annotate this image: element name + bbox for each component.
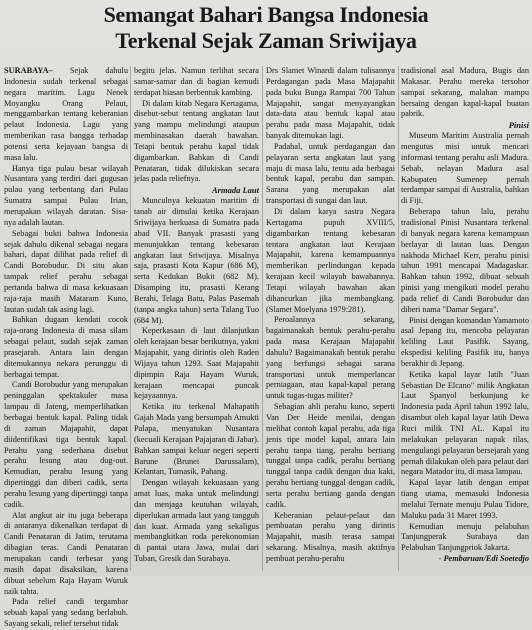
paragraph: Bahkan dugaan kendati cocok raja-orang Indonesia di masa silam sebagai pelaut, sudah sejak zaman prasejarah. Antara lain dengan ditemukannya nekara perunggu di berbagai tempat. bbox=[4, 315, 128, 379]
column-divider bbox=[398, 66, 399, 571]
paragraph: Alat angkut air itu juga beberapa di antaranya dikenalkan terdapat di Candi Penataran di Jatim, terutama dibagian teras. Candi Penataran merupakan candi terbesar yang masih dapat disaksikan, karena dibuat sebelum Raja Hayam Wuruk naik tahta. bbox=[4, 510, 128, 596]
paragraph: Munculnya kekuatan maritim di tanah air dimulai ketika Kerajaan Sriwijaya berkuasa di Sumatra pada abad VII. Banyak prasasti yang menunjukkan tentang kebesaran angkatan laut Sriwijaya. Misalnya saja, prasasti Kota Kapur (686 M), serta Kedukan Bukit (682 M). Disamping itu, prasasti Kerang Berahi, Telaga Batu, Palas Pasemah (tanpa angka tahun) serta Talang Tuo (684 M). bbox=[134, 196, 259, 325]
paragraph: Di dalam kitab Negara Kertagama, disebut-sebut tentang angkatan laut yang mampu melindungi ataupun membinasakan daerah bawahan. Tetapi bentuk perahu kapal tidak digambarkan. Bahkan di Candi Penataran, tidak dilukiskan secara jelas pada reliefnya. bbox=[134, 98, 259, 184]
paragraph: Padahal, untuk perdagangan dan pelayaran serta angkatan laut yang maju di masa lalu, tentu ada berbagai bentuk kapal, perahu dan sampan. Sarana yang merupakan alat transportasi di sungai dan laut. bbox=[266, 141, 395, 206]
paragraph: Kapal layar latih dengan empat tiang utama, memasuki Indonesia melalui Ternate menuju Pulau Tidore, Maluku pada 31 Maret 1993. bbox=[401, 478, 529, 520]
paragraph: Ketika itu terkenal Mahapatih Gajah Mada yang bersumpah Amukti Palapa, menyatukan Nusantara (kecuali Kerajaan Pajajaran di Jabar). Bahkan sampai keluar negeri seperti Barune (Brunei Darussalam), Kelantan, Tumasik, Pahang. bbox=[134, 402, 259, 477]
headline-line-1: Semangat Bahari Bangsa Indonesia bbox=[103, 2, 429, 27]
article-column-3 bbox=[266, 66, 395, 565]
paragraph: Pada relief candi tergambar sebuah kapal yang sedang berlabuh. Sayang sekali, relief tersebut tidak bbox=[4, 597, 128, 629]
column-divider bbox=[130, 66, 131, 571]
paragraph: Hanya tiga pulau besar wilayah Nusantara yang terdiri dari gugusan pulau yang terbentang dari Pulau Sumatra sampai Pulau Irian, merupakan wilayah daratan. Sisa-nya adalah lautan. bbox=[4, 163, 128, 227]
paragraph: Dengan wilayah kekuasaan yang amat luas, maka untuk melindungi dan menjaga keutuhan wilayah, diperlukan armada laut yang tangguh dan kuat. Armada yang sekaligus membangkitkan roda perekonomian di pantai utara Jawa, mulai dari Tuban, Gresik dan Surabaya. bbox=[134, 478, 259, 564]
paragraph: Museum Maritim Australia pernah mengutus misi untuk mencari informasi tentang perahu asli Madura. Sebab, nelayan Madura asal Kabupaten Sumenep pernah terdampar sampai di Australia, bahkan di Fiji. bbox=[401, 131, 529, 206]
headline-line-2: Terkenal Sejak Zaman Sriwijaya bbox=[115, 28, 417, 53]
paragraph: Drs Slamet Winardi dalam tulisannya Perdagangan pada Masa Majapahit pada buku Bunga Rampai 700 Tahun Majapahit, sangat menyayangkan data-data atau bentuk kapal atau perahu pada masa Majapahit, tidak banyak ditemukan lagi. bbox=[266, 66, 395, 141]
paragraph: Beberapa tahun lalu, perahu tradisional Pinisi Nusantara terkenal di banyak negara karena kemampuan berlayar di lautan luas. Dengan nakhoda Michael Kerr, perahu pinisi tahun 1991 mencapai Madagaskar. Bahkan tahun 1992, dibuat sebuah pinisi yang mengikuti model perahu pada relief di Candi Borobudur dan diberi nama "Damar Segara". bbox=[401, 207, 529, 314]
paragraph: Keberanian pelaut-pelaut dan pembuatan perahu yang dirintis Majapahit, masih terasa sampai sekarang. Misalnya, masih aktifnya pembuat perahu-perahu bbox=[266, 510, 395, 563]
paragraph: Sebagian ahli perahu kuno, seperti Van Der Heide menilai, dengan melihat contoh kapal perahu, ada tiga jenis tipe model kapal, antara lain perahu tanpa tiang, perahu bertiang tunggal tanpa cadik, perahu bertiang tunggal tanpa cadik dengan dua kaki, perahu bertiang tunggal dengan cadik, serta perahu bertiang ganda dengan cadik. bbox=[266, 402, 395, 509]
subheading-armada-laut: Armada Laut bbox=[212, 185, 259, 196]
paragraph: Pinisi dengan komandan Yamamoto asal Jepang itu, mencoba pelayaran keliling Laut Pasifik. Sayang, ekspedisi keliling Pasifik itu, hanya berakhir di Jepang. bbox=[401, 315, 529, 368]
paragraph: Sebagai bukti bahwa Indonesia sejak dahulu dikenal sebagai negara bahari, dapat dilihat pada relief di Candi Borobudur. Di situ akan tampak relief perahu sebagai pertanda bahwa di masa kekuasaan raja-raja masih Mataram Kuno, lautan sudah tak asing lagi. bbox=[4, 228, 128, 314]
article-column-4 bbox=[401, 66, 529, 565]
subheading-pinisi: Pinisi bbox=[508, 120, 529, 131]
column-divider bbox=[262, 66, 263, 571]
paragraph: Peroalannya sekarang, bagaimanakah bentuk perahu-perahu pada masa Kerajaan Majapahit dahulu? Bagaimanakah bentuk perahu yang berfungsi sebagai sarana transportasi untuk memperlancar perniagaan, atau kapal-kapal perang untuk tugas-tugas militer? bbox=[266, 315, 395, 401]
paragraph: Di dalam karya sastra Negara Kertagama pupuh XVIII/5, digambarkan tentang kebesaran tentara angkatan laut Kerajaan Majapahit, karena kemampuannya memberikan perlindungan kepada kerajaan kecil wilayah bawahannya. Tetapi wilayah bawahan akan dihancurkan jika membangkang. (Slamet Moelyana 1979:281). bbox=[266, 206, 395, 314]
byline: - Pembaruan/Edi Soetedjo bbox=[438, 554, 529, 564]
paragraph: tradisional asal Madura, Bugis dan Makasar. Perahu mereka tersohor sampai sekarang, malahan mampu bersaing dengan kapal-kapal buatan pabrik. bbox=[401, 66, 529, 119]
paragraph: Keperkasaan di laut dilanjutkan oleh kerajaan besar berikutnya, yakni Majapahit, yang dirintis oleh Raden Wijaya tahun 1293. Saat Majapahit dipimpin Raja Hayam Wuruk, kerajaan mencapai puncak kejayaannya. bbox=[134, 326, 259, 401]
paragraph: SURABAYA– Sejak dahulu Indonesia sudah terkenal sebagai negara maritim. Lagu Nenek Moyangku Orang Pelaut, menggambarkan tentang keberanian pelaut Indonesia. Lagu yang memberikan rasa bangga terhadap potensi serta kejayaan bangsa di masa lalu. bbox=[4, 66, 128, 162]
article-column-2 bbox=[134, 66, 259, 565]
paragraph: Ketika kapal layar latih "Juan Sebastian De Elcano" milik Angkatan Laut Spanyol berkunjung ke Indonesia pada April tahun 1992 lalu, disambut oleh kapal layar latih Dewa Ruci milik TNI AL. Kapal itu melakukan pelayaran napak tilas, mengulangi pelayaran bersejarah yang pernah dilakukan oleh para pelaut dari negara Matador itu, di masa lampau. bbox=[401, 369, 529, 477]
paragraph: Candi Borobudur yang merupakan peninggalan spektakuler masa lampau di Jateng, memperlihatkan berbagai bentuk kapal. Paling tidak di zaman Majapahit, dapat diidentifikasi tiga bentuk kapal. Perahu yang sederhana disebut perahu lesung atau dug-out. Kemudian, perahu lesung yang dipertinggi dan diberi cadik, serta perahu lesung yang dipertinggi tanpa cadik. bbox=[4, 380, 128, 509]
paragraph: Kemudian menuju pelabuhan Tanjungperak Surabaya dan Pelabuhan Tanjungpriok Jakarta. bbox=[401, 521, 529, 553]
paragraph: begitu jelas. Namun terlihat secara samar-samar dan di bagian kemudi terdapat hiasan berbentuk kambing. bbox=[134, 66, 259, 97]
article-column-1 bbox=[4, 66, 128, 630]
dateline: SURABAYA– bbox=[4, 66, 53, 75]
